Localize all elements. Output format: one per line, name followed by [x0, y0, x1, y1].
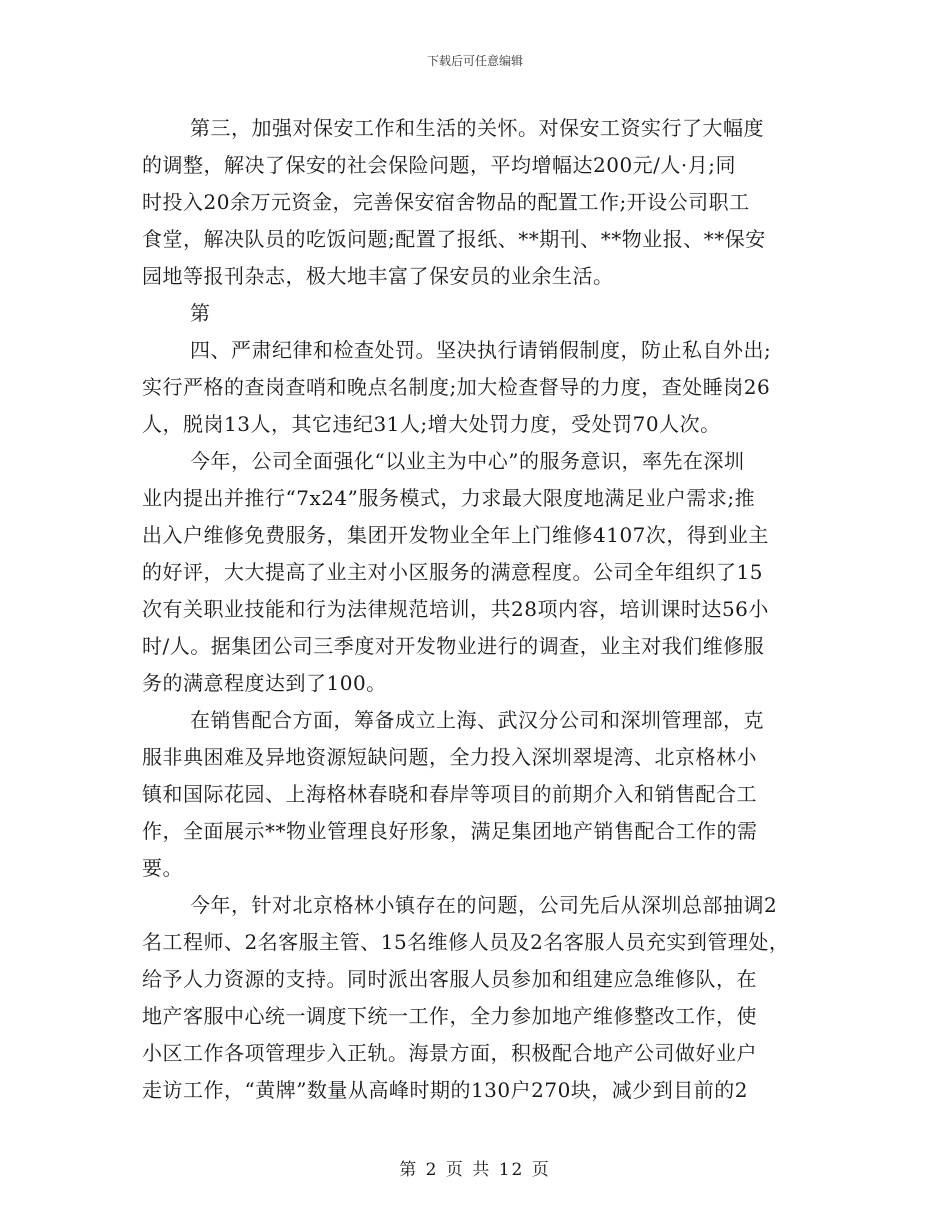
text-line: 名工程师、2名客服主管、15名维修人员及2名客服人员充实到管理处，	[142, 930, 790, 954]
text-line: 实行严格的查岗查哨和晚点名制度;加大检查督导的力度，查处睡岗26	[142, 375, 771, 399]
text-line: 作，全面展示**物业管理良好形象，满足集团地产销售配合工作的需	[142, 819, 758, 843]
text-line: 今年，针对北京格林小镇存在的问题，公司先后从深圳总部抽调2	[190, 893, 778, 917]
text-line: 时投入20余万元资金，完善保安宿舍物品的配置工作;开设公司职工	[142, 190, 750, 214]
text-line: 给予人力资源的支持。同时派出客服人员参加和组建应急维修队，在	[142, 967, 757, 991]
text-line: 业内提出并推行“7x24”服务模式，力求最大限度地满足业户需求;推	[142, 486, 756, 510]
page-footer: 第 2 页 共 12 页	[399, 1160, 551, 1180]
text-line: 服非典困难及异地资源短缺问题，全力投入深圳翠堤湾、北京格林小	[142, 745, 757, 769]
text-line: 次有关职业技能和行为法律规范培训，共28项内容，培训课时达56小	[142, 597, 769, 621]
text-line: 地产客服中心统一调度下统一工作，全力参加地产维修整改工作，使	[142, 1004, 757, 1028]
text-line: 第	[190, 301, 211, 325]
text-line: 走访工作，“黄牌”数量从高峰时期的130户270块，减少到目前的2	[142, 1078, 749, 1102]
text-line: 要。	[142, 856, 183, 880]
text-line: 人，脱岗13人，其它违纪31人;增大处罚力度，受处罚70人次。	[142, 412, 721, 436]
text-line: 小区工作各项管理步入正轨。海景方面，积极配合地产公司做好业户	[142, 1041, 757, 1065]
text-line: 的调整，解决了保安的社会保险问题，平均增幅达200元/人·月;同	[142, 153, 737, 177]
text-line: 今年，公司全面强化“以业主为中心”的服务意识，率先在深圳	[190, 449, 745, 473]
text-line: 在销售配合方面，筹备成立上海、武汉分公司和深圳管理部，克	[190, 708, 764, 732]
text-line: 食堂，解决队员的吃饭问题;配置了报纸、**期刊、**物业报、**保安	[142, 227, 766, 251]
text-line: 四、严肃纪律和检查处罚。坚决执行请销假制度，防止私自外出;	[190, 338, 772, 362]
text-line: 第三，加强对保安工作和生活的关怀。对保安工资实行了大幅度	[190, 116, 764, 140]
text-line: 镇和国际花园、上海格林春晓和春岸等项目的前期介入和销售配合工	[142, 782, 757, 806]
text-line: 园地等报刊杂志，极大地丰富了保安员的业余生活。	[142, 264, 614, 288]
page-header: 下载后可任意编辑	[426, 54, 523, 68]
text-line: 的好评，大大提高了业主对小区服务的满意程度。公司全年组织了15	[142, 560, 763, 584]
text-line: 时/人。据集团公司三季度对开发物业进行的调查，业主对我们维修服	[142, 634, 765, 658]
text-line: 务的满意程度达到了100。	[142, 671, 387, 695]
text-line: 出入户维修免费服务，集团开发物业全年上门维修4107次，得到业主	[142, 523, 769, 547]
